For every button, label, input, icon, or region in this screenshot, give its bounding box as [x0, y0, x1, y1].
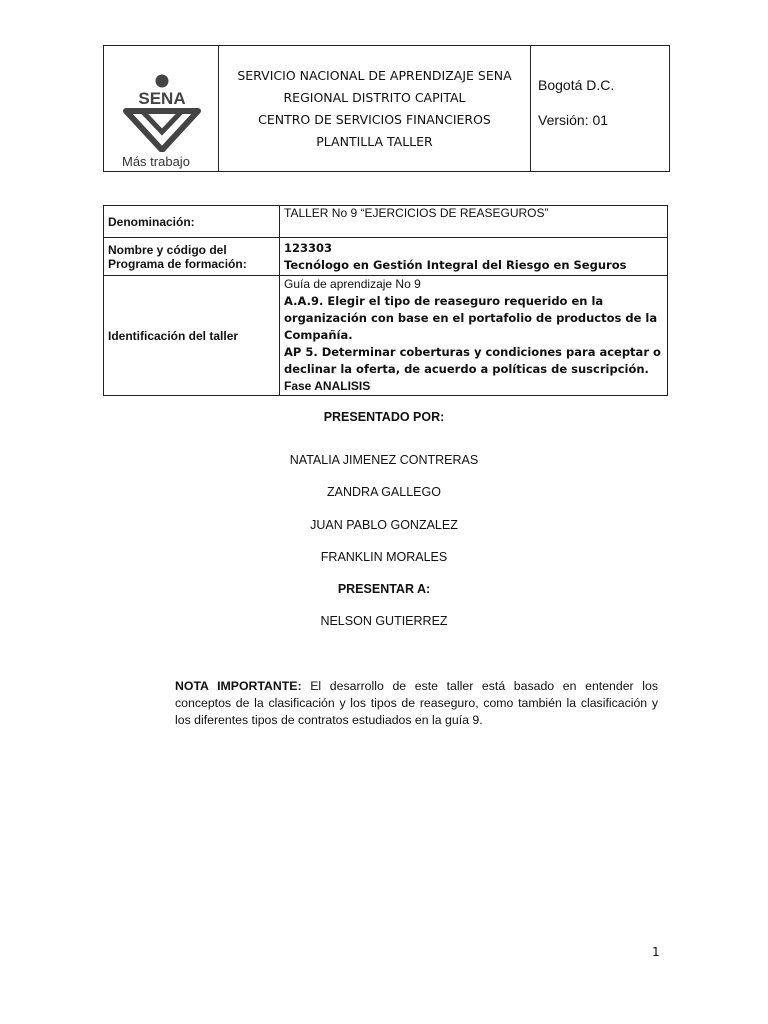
header-city: Bogotá D.C. — [538, 77, 615, 93]
header-title-cell — [219, 46, 531, 171]
table-row — [104, 276, 668, 396]
header-line-3: CENTRO DE SERVICIOS FINANCIEROS — [258, 111, 491, 127]
denominacion-label: Denominación: — [104, 206, 280, 238]
note-text: El desarrollo de este taller está basado en entender los conceptos de la clasificación y los tipos de reaseguro, como también la clasificación y los diferentes tipos de contratos estudiados en la guía 9. — [175, 679, 659, 727]
presented-by-title: PRESENTADO POR: — [323, 410, 445, 424]
present-to-title: PRESENTAR A: — [337, 582, 431, 596]
header-line-2: REGIONAL DISTRITO CAPITAL — [283, 89, 466, 105]
sena-logo — [122, 74, 202, 169]
page-number: 1 — [652, 945, 660, 959]
fase-text: Fase ANALISIS — [284, 379, 371, 393]
document-header — [103, 45, 670, 172]
programa-value — [280, 238, 668, 276]
recipient-name: NELSON GUTIERREZ — [320, 614, 448, 628]
author-name: FRANKLIN MORALES — [320, 550, 448, 564]
header-line-1: SERVICIO NACIONAL DE APRENDIZAJE SENA — [237, 67, 512, 83]
logo-cell — [104, 46, 219, 171]
logo-wordmark: SENA — [138, 89, 186, 108]
author-name: JUAN PABLO GONZALEZ — [310, 518, 458, 532]
identificacion-value — [280, 276, 668, 396]
logo-tagline: Más trabajo — [122, 154, 190, 169]
aa9-text: A.A.9. Elegir el tipo de reaseguro requerido en la organización con base en el portafolio de productos de la Compañía. — [284, 294, 658, 342]
programa-label: Nombre y código del Programa de formación: — [104, 238, 280, 276]
table-row — [104, 206, 668, 238]
table-row — [104, 238, 668, 276]
programa-name: Tecnólogo en Gestión Integral del Riesgo en Seguros — [284, 258, 627, 272]
author-name: NATALIA JIMENEZ CONTRERAS — [289, 453, 479, 467]
header-meta-cell — [531, 46, 669, 171]
identificacion-label: Identificación del taller — [104, 276, 280, 396]
sena-logo-icon — [122, 74, 202, 152]
guia-text: Guía de aprendizaje No 9 — [284, 277, 421, 291]
important-note — [175, 678, 658, 729]
ap5-text: AP 5. Determinar coberturas y condiciones para aceptar o declinar la oferta, de acuerdo a políticas de suscripción. — [284, 345, 661, 376]
author-name: ZANDRA GALLEGO — [327, 485, 441, 499]
programa-code: 123303 — [284, 241, 333, 255]
info-table — [103, 205, 668, 396]
header-version: Versión: 01 — [538, 112, 609, 128]
denominacion-value: TALLER No 9 “EJERCICIOS DE REASEGUROS” — [280, 206, 668, 238]
header-line-4: PLANTILLA TALLER — [316, 133, 433, 149]
note-label: NOTA IMPORTANTE: — [175, 679, 302, 693]
